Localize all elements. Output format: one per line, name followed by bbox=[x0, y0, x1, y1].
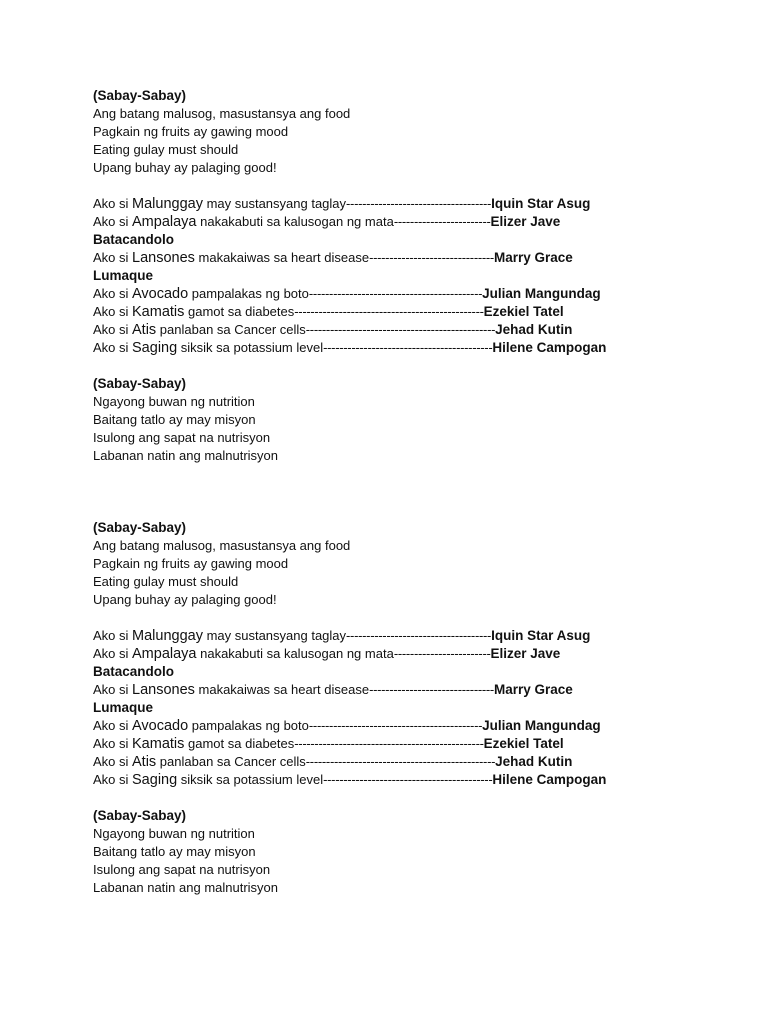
role-prefix: Ako si bbox=[93, 250, 133, 265]
chorus-line: Eating gulay must should bbox=[93, 142, 239, 157]
role-line bbox=[93, 645, 673, 663]
fruit-name: Saging bbox=[132, 772, 178, 788]
role-prefix: Ako si bbox=[93, 214, 133, 229]
fruit-name: Kamatis bbox=[132, 736, 185, 752]
fruit-name: Malunggay bbox=[132, 196, 203, 212]
student-name: Marry Grace bbox=[493, 682, 573, 697]
student-name: Hilene Campogan bbox=[492, 772, 607, 787]
role-line bbox=[93, 717, 673, 735]
student-name: Jehad Kutin bbox=[495, 322, 573, 337]
role-prefix: Ako si bbox=[93, 772, 133, 787]
role-prefix: Ako si bbox=[93, 646, 133, 661]
dash-leader: ------------------------------------------- bbox=[308, 286, 483, 301]
closing-heading: (Sabay-Sabay) bbox=[93, 808, 187, 823]
role-description: makakaiwas sa heart disease bbox=[194, 682, 370, 697]
fruit-name: Lansones bbox=[132, 682, 195, 698]
role-prefix: Ako si bbox=[93, 322, 133, 337]
dash-leader: ------------------------------------ bbox=[346, 196, 492, 211]
role-description: may sustansyang taglay bbox=[202, 628, 347, 643]
dash-leader: ------------------------------------ bbox=[346, 628, 492, 643]
chorus-line: Eating gulay must should bbox=[93, 574, 239, 589]
dash-leader: ------------------------------------------ bbox=[323, 340, 493, 355]
fruit-name: Saging bbox=[132, 340, 178, 356]
chant-block bbox=[93, 87, 673, 465]
dash-leader: ------------------------------- bbox=[369, 682, 494, 697]
role-line bbox=[93, 753, 673, 771]
dash-leader: ----------------------------------------------- bbox=[305, 754, 496, 769]
dash-leader: ------------------------------------------- bbox=[308, 718, 483, 733]
spacer bbox=[93, 609, 673, 627]
role-line bbox=[93, 303, 673, 321]
role-description: gamot sa diabetes bbox=[184, 736, 295, 751]
student-name: Jehad Kutin bbox=[495, 754, 573, 769]
closing-line: Labanan natin ang malnutrisyon bbox=[93, 448, 279, 463]
role-prefix: Ako si bbox=[93, 196, 133, 211]
role-line bbox=[93, 249, 673, 267]
student-name-continued: Batacandolo bbox=[93, 664, 175, 679]
role-line bbox=[93, 321, 673, 339]
fruit-name: Avocado bbox=[132, 286, 189, 302]
role-description: nakakabuti sa kalusogan ng mata bbox=[196, 646, 394, 661]
student-name: Elizer Jave bbox=[490, 214, 561, 229]
role-description: makakaiwas sa heart disease bbox=[194, 250, 370, 265]
spacer bbox=[93, 357, 673, 375]
closing-line: Isulong ang sapat na nutrisyon bbox=[93, 862, 271, 877]
dash-leader: ------------------------ bbox=[393, 646, 491, 661]
dash-leader: ------------------------------- bbox=[369, 250, 494, 265]
fruit-name: Ampalaya bbox=[132, 646, 197, 662]
role-description: panlaban sa Cancer cells bbox=[156, 754, 306, 769]
role-prefix: Ako si bbox=[93, 754, 133, 769]
role-description: pampalakas ng boto bbox=[188, 718, 309, 733]
role-description: siksik sa potassium level bbox=[177, 340, 324, 355]
student-name: Iquin Star Asug bbox=[491, 628, 591, 643]
chorus-line: Upang buhay ay palaging good! bbox=[93, 592, 277, 607]
fruit-name: Lansones bbox=[132, 250, 195, 266]
role-prefix: Ako si bbox=[93, 736, 133, 751]
fruit-name: Avocado bbox=[132, 718, 189, 734]
role-line bbox=[93, 195, 673, 213]
student-name: Julian Mangundag bbox=[482, 286, 601, 301]
fruit-name: Atis bbox=[132, 322, 157, 338]
role-description: pampalakas ng boto bbox=[188, 286, 309, 301]
student-name: Julian Mangundag bbox=[482, 718, 601, 733]
closing-line: Baitang tatlo ay may misyon bbox=[93, 412, 256, 427]
role-line bbox=[93, 285, 673, 303]
dash-leader: ------------------------ bbox=[393, 214, 491, 229]
student-name: Elizer Jave bbox=[490, 646, 561, 661]
dash-leader: ----------------------------------------------- bbox=[305, 322, 496, 337]
role-description: nakakabuti sa kalusogan ng mata bbox=[196, 214, 394, 229]
student-name: Ezekiel Tatel bbox=[483, 736, 564, 751]
dash-leader: ----------------------------------------------- bbox=[294, 736, 484, 751]
student-name: Iquin Star Asug bbox=[491, 196, 591, 211]
dash-leader: ----------------------------------------------- bbox=[294, 304, 484, 319]
fruit-name: Kamatis bbox=[132, 304, 185, 320]
role-line bbox=[93, 771, 673, 789]
student-name-continued: Lumaque bbox=[93, 700, 154, 715]
student-name-continued: Batacandolo bbox=[93, 232, 175, 247]
role-prefix: Ako si bbox=[93, 304, 133, 319]
closing-line: Isulong ang sapat na nutrisyon bbox=[93, 430, 271, 445]
role-prefix: Ako si bbox=[93, 628, 133, 643]
closing-heading: (Sabay-Sabay) bbox=[93, 376, 187, 391]
role-line bbox=[93, 213, 673, 231]
student-name: Marry Grace bbox=[493, 250, 573, 265]
chorus-heading: (Sabay-Sabay) bbox=[93, 520, 187, 535]
dash-leader: ------------------------------------------ bbox=[323, 772, 493, 787]
role-prefix: Ako si bbox=[93, 286, 133, 301]
role-prefix: Ako si bbox=[93, 718, 133, 733]
fruit-name: Atis bbox=[132, 754, 157, 770]
student-name-continued: Lumaque bbox=[93, 268, 154, 283]
chorus-line: Pagkain ng fruits ay gawing mood bbox=[93, 124, 289, 139]
role-prefix: Ako si bbox=[93, 340, 133, 355]
fruit-name: Ampalaya bbox=[132, 214, 197, 230]
role-description: panlaban sa Cancer cells bbox=[156, 322, 306, 337]
role-line bbox=[93, 735, 673, 753]
chorus-line: Ang batang malusog, masustansya ang food bbox=[93, 538, 351, 553]
role-line bbox=[93, 627, 673, 645]
chorus-line: Ang batang malusog, masustansya ang food bbox=[93, 106, 351, 121]
role-description: may sustansyang taglay bbox=[202, 196, 347, 211]
role-description: siksik sa potassium level bbox=[177, 772, 324, 787]
closing-line: Labanan natin ang malnutrisyon bbox=[93, 880, 279, 895]
student-name: Hilene Campogan bbox=[492, 340, 607, 355]
closing-line: Ngayong buwan ng nutrition bbox=[93, 826, 255, 841]
spacer bbox=[93, 177, 673, 195]
closing-line: Ngayong buwan ng nutrition bbox=[93, 394, 255, 409]
chorus-line: Upang buhay ay palaging good! bbox=[93, 160, 277, 175]
role-description: gamot sa diabetes bbox=[184, 304, 295, 319]
fruit-name: Malunggay bbox=[132, 628, 203, 644]
role-line bbox=[93, 681, 673, 699]
chorus-heading: (Sabay-Sabay) bbox=[93, 88, 187, 103]
student-name: Ezekiel Tatel bbox=[483, 304, 564, 319]
role-line bbox=[93, 339, 673, 357]
role-prefix: Ako si bbox=[93, 682, 133, 697]
chant-block bbox=[93, 519, 673, 897]
chorus-line: Pagkain ng fruits ay gawing mood bbox=[93, 556, 289, 571]
closing-line: Baitang tatlo ay may misyon bbox=[93, 844, 256, 859]
spacer bbox=[93, 789, 673, 807]
